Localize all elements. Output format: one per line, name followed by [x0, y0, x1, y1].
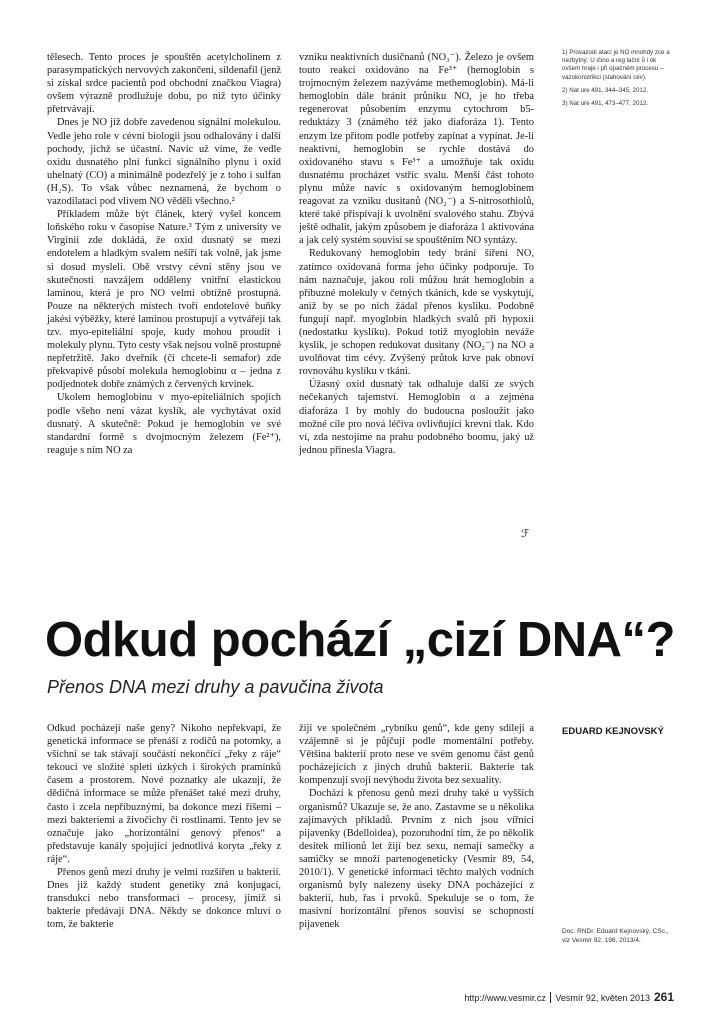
page-number: 261 [653, 990, 674, 1004]
paragraph: tělesech. Tento proces je spouštěn acetylcholinem z parasympatických nervových zakončení, sildenafil (jenž si získal srdce pacientů pod obchodní značkou Viagra) ovšem výrazně prodlužuje dobu, po niž tyto účinky přetrvávají. [47, 52, 281, 116]
article2-column-2 [299, 722, 534, 932]
paragraph: žijí ve společném „rybníku genů“, kde geny sdílejí a vzájemně si je půjčují podle momentální potřeby. Většina bakterií proto nese ve svém genomu část genů pocházejících z jiných druhů bakterií. Bakterie tak kompenzují svoji nevýhodu života bez sexuality. [299, 723, 534, 787]
footer-url[interactable]: http://www.vesmir.cz [464, 993, 546, 1003]
footnotes [562, 49, 674, 113]
paragraph: Úžasný oxid dusnatý tak odhaluje další ze svých nečekaných tajemství. Hemoglobin α a zejména diaforáza 1 by mohly do budoucna posloužit jako možné cíle pro nová léčiva ovlivňující krevní tlak. Kdo ví, zda nestojíme na prahu podobného boomu, jaký už jednou přinesla Viagra. [299, 379, 534, 456]
article1-column-2 [299, 51, 534, 457]
paragraph: Redukovaný hemoglobin tedy brání šíření NO, zatímco oxidovaná forma jeho účinky podporuje. To nám naznačuje, jakou roli můžou hrát hemoglobin a příbuzné molekuly v četných tkáních, kde se vyskytují, aniž by se po nich žádal přenos kyslíku. Podobně fungují např. myoglobin hladkých svalů při hypoxii (nedostatku kyslíku). Pokud totiž myoglobin neváže kyslík, je schopen redukovat dusitany (NO₂⁻) na NO a uvolňovat tím cévy. Zvýšený průtok krve pak obnoví rovnováhu kyslíku v tkáni. [299, 248, 534, 378]
end-of-article-mark: ℱ [521, 528, 530, 540]
paragraph: Ukolem hemoglobinu v myo-epiteliálních spojích podle všeho není vázat kyslík, ale vychytávat oxid dusnatý. A skutečně: Pokud je hemoglobin ve své standardní formě s dvojmocným železem (Fe²⁺), reaguje s ním NO za [47, 392, 281, 456]
page-footer [420, 990, 674, 1004]
article1-column-1 [47, 51, 281, 457]
paragraph: Přenos genů mezi druhy je velmi rozšířen u bakterií. Dnes již každý student genetiky zná konjugaci, transdukci nebo transformaci – procesy, jimiž si bakterie předávají DNA. Někdy se dokonce mluví o tom, že bakterie [47, 867, 281, 931]
paragraph: Odkud pocházejí naše geny? Nikoho nepřekvapí, že genetická informace se přenáší z rodičů na potomky, a všichni se tak stávají součástí nekončící „řeky z ráje“ tekoucí ve složité spleti úzkých i širokých pramínků časem a prostorem. Nové poznatky ale ukazují, že dědičná informace se může přenášet také mezi druhy, často i zcela nepříbuznými, ba dokonce mezi říšemi – mezi bakteriemi a živočichy či rostlinami. Tento jev se označuje jako „horizontální genový přenos“ a představuje kanály spojující jednotlivá koryta „řeky z ráje“. [47, 723, 281, 865]
footnote: 3) Nat ure 491, 473–477, 2012. [562, 100, 649, 108]
author-name: EDUARD KEJNOVSKÝ [562, 726, 664, 737]
article-title: Odkud pochází „cizí DNA“? [45, 613, 675, 667]
footer-separator [550, 992, 552, 1003]
paragraph: Dnes je NO již dobře zavedenou signální molekulou. Vedle jeho role v cévní biologii jsou odhalovány i další pochody, jichž se účastní. Navíc už víme, že vedle oxidu dusnatého plní funkci signálního plynu i oxid uhelnatý (CO) a minimálně podezřelý je z toho i sulfan (H₂S). To však vůbec neznamená, že bychom o vazodilataci pod vlivem NO věděli všechno.² [47, 117, 281, 208]
author-note: Doc. RNDr. Eduard Kejnovský, CSc., viz Vesmír 92, 198, 2013/4. [562, 928, 669, 944]
paragraph: Dochází k přenosu genů mezi druhy také u vyšších organismů? Ukazuje se, že ano. Zastavme se u několika zajímavých příkladů. Prvním z nich jsou vířníci pijavenky (Bdelloidea), pozoruhodní tím, že po několik desítek milionů let žijí bez sexu, nemají samečky a samičky se množí partenogeneticky (Vesmír 89, 54, 2010/1). V genetické informaci těchto malých vodních organismů byly nalezeny úseky DNA pocházející z bakterií, hub, řas i prvoků. Spekuluje se o tom, že masivní horizontální přenos souvisí se schopností pijavenek [299, 788, 534, 931]
article-subtitle: Přenos DNA mezi druhy a pavučina života [47, 677, 384, 697]
article2-column-1 [47, 722, 281, 932]
footnote: 2) Nat ure 491, 344–345, 2012. [562, 86, 649, 94]
footer-issue: Vesmír 92, květen 2013 [555, 993, 650, 1003]
paragraph: Příkladem může být článek, který vyšel koncem loňského roku v časopise Nature.³ Tým z university ve Virginii zde dokládá, že oxid dusnatý se mezi endotelem a hladkým svalem nešíří tak volně, jak jsme si dosud mysleli. Obě vrstvy cévní stěny jsou ve skutečnosti navzájem odděleny vnitřní elastickou laminou, která je pro NO velmi obtížně prostupná. Pouze na některých místech tvoří endotelové buňky jakési výběžky, které laminou prostupují a vytvářejí tak tzv. myo-epiteliální spoje, kudy mohou proudit i molekuly plynu. Tyto cesty však nejsou volně prostupné nepřetržitě. Jako dveřník (či chcete-li semafor) zde překvapivě působí molekula hemoglobinu α – jedna z podjednotek dobře známých z červených krvinek. [47, 209, 281, 391]
paragraph: vzniku neaktivních dusičnanů (NO₃⁻). Železo je ovšem touto reakcí oxidováno na Fe³⁺ (hemoglobin s trojmocným železem nazýváme methemoglobin). Má-li hemoglobin dále bránit průniku NO, je ho třeba regenerovat působením enzymu cytochrom b5-reduktázy 3 (známého též jako diaforáza 1). Tento enzym lze přitom podle potřeby zapínat a vypínat. Je-li neaktivní, hemoglobin se rychle dostává do oxidovaného stavu s Fe³⁺ a umožňuje tak oxidu dusnatému procházet vstříc svalu. Menší část tohoto plynu může navíc s oxidovaným hemoglobinem reagovat za vzniku dusitanů (NO₂⁻) a S-nitrosothiolů, které také přispívají k uvolnění svalového stahu. Zbývá ještě odhalit, jakým způsobem je diaforáza 1 aktivována a jak celý systém souvisí se spouštěním NO syntázy. [299, 52, 534, 247]
footnote: 1) Provazodi atací je NO mnohdy zce a nezbytný. U ičino a reg lační ů i ok ovšem hraje i při opačném procesu – vazokonstrikci (stahování cév). [562, 49, 670, 81]
